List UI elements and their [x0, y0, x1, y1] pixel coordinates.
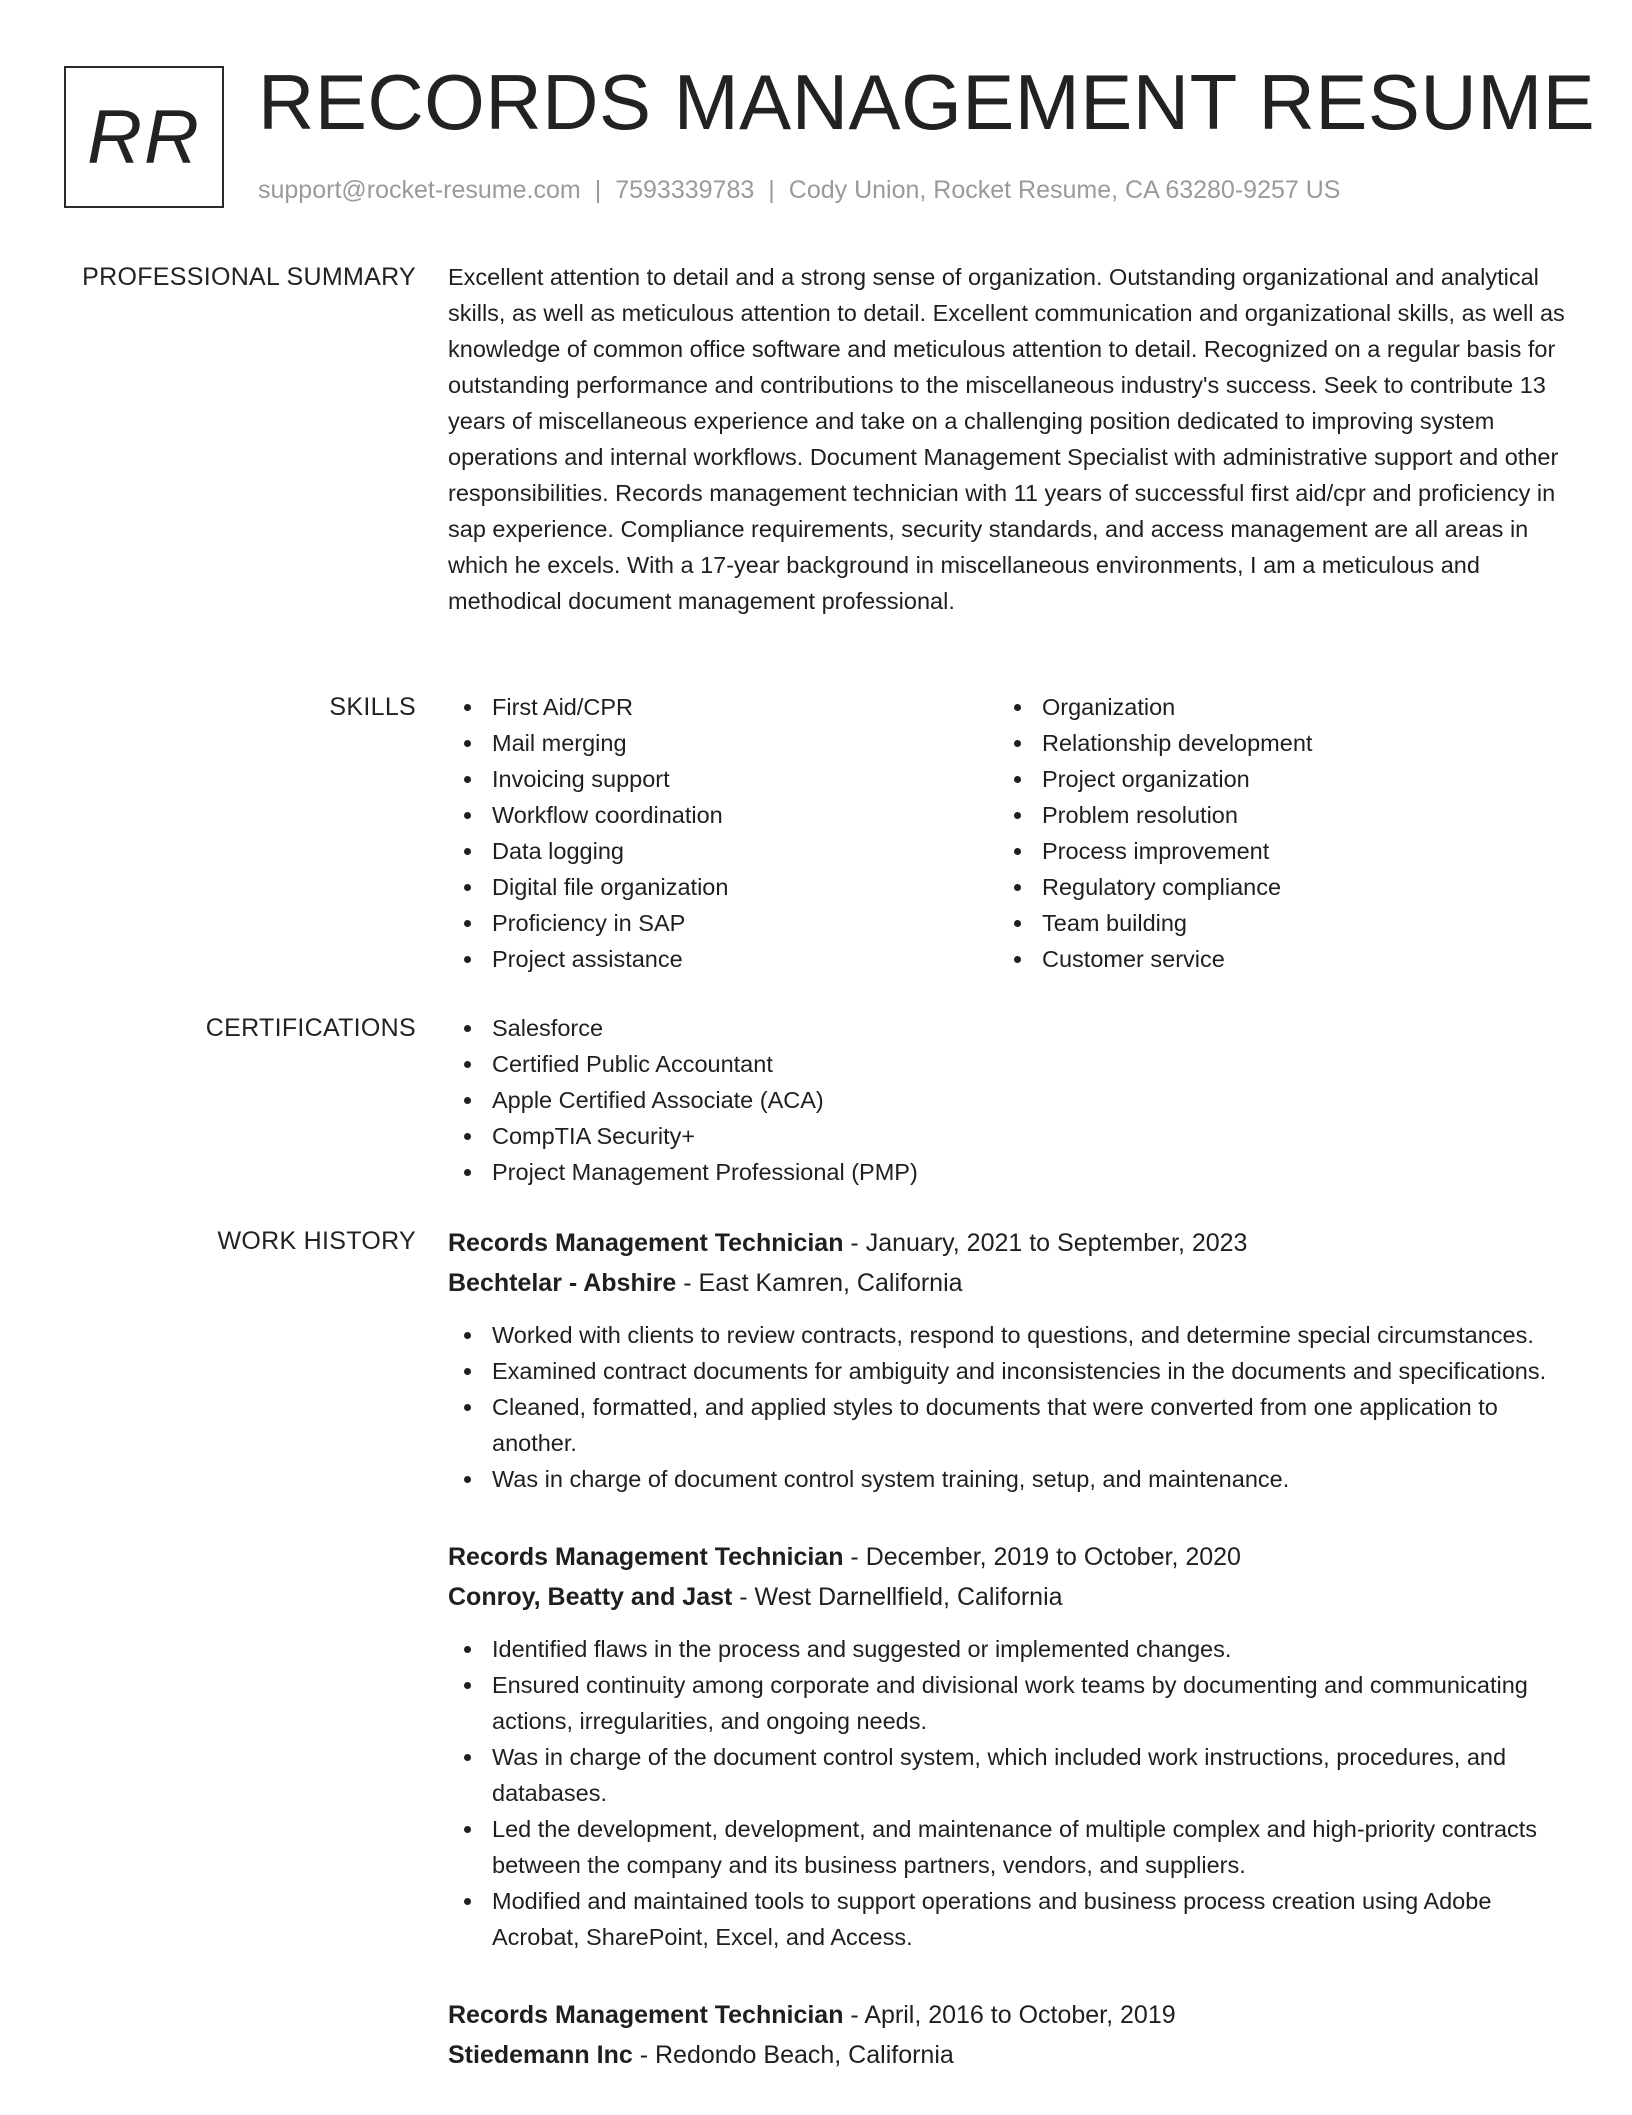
job-entry [448, 1223, 1570, 1497]
job-dates: - December, 2019 to October, 2020 [843, 1543, 1241, 1571]
certifications-body [448, 1010, 1570, 1190]
work-history-heading: WORK HISTORY [217, 1227, 416, 1255]
job-duty: Was in charge of the document control system, which included work instructions, procedures, and databases. [448, 1739, 1570, 1811]
job-duty: Led the development, development, and maintenance of multiple complex and high-priority contracts between the company and its business partners, vendors, and suppliers. [448, 1811, 1570, 1883]
skill-item: First Aid/CPR [448, 689, 998, 725]
job-duties-list [448, 1317, 1570, 1497]
contact-line [258, 174, 1340, 206]
job-duty: Was in charge of document control system training, setup, and maintenance. [448, 1461, 1570, 1497]
job-duty: Cleaned, formatted, and applied styles to documents that were converted from one application to another. [448, 1389, 1570, 1461]
skill-item: Relationship development [998, 725, 1548, 761]
job-title: Records Management Technician [448, 1543, 844, 1571]
summary-heading: PROFESSIONAL SUMMARY [82, 263, 416, 291]
skill-item: Customer service [998, 941, 1548, 977]
job-location: - West Darnellfield, California [732, 1583, 1063, 1611]
skill-item: Team building [998, 905, 1548, 941]
skills-list-left [448, 689, 998, 977]
monogram-logo: RR [64, 66, 224, 208]
contact-phone[interactable]: 7593339783 [615, 176, 755, 204]
contact-address: Cody Union, Rocket Resume, CA 63280-9257 US [788, 176, 1341, 204]
certification-item: Apple Certified Associate (ACA) [448, 1082, 1570, 1118]
certifications-list [448, 1010, 1570, 1190]
job-company: Conroy, Beatty and Jast [448, 1583, 733, 1611]
certification-item: CompTIA Security+ [448, 1118, 1570, 1154]
job-duty: Ensured continuity among corporate and divisional work teams by documenting and communicating actions, irregularities, and ongoing needs. [448, 1667, 1570, 1739]
job-entry [448, 1995, 1570, 2075]
job-title: Records Management Technician [448, 2001, 844, 2029]
skills-body [448, 689, 1570, 977]
job-title-line [448, 1537, 1570, 1577]
job-location: - Redondo Beach, California [632, 2041, 954, 2069]
skill-item: Project assistance [448, 941, 998, 977]
job-dates: - April, 2016 to October, 2019 [843, 2001, 1176, 2029]
skill-item: Organization [998, 689, 1548, 725]
certification-item: Project Management Professional (PMP) [448, 1154, 1570, 1190]
certifications-heading: CERTIFICATIONS [205, 1014, 416, 1042]
skill-item: Process improvement [998, 833, 1548, 869]
job-title-line [448, 1995, 1570, 2035]
job-company: Bechtelar - Abshire [448, 1269, 677, 1297]
skill-item: Proficiency in SAP [448, 905, 998, 941]
job-dates: - January, 2021 to September, 2023 [843, 1229, 1248, 1257]
certification-item: Certified Public Accountant [448, 1046, 1570, 1082]
job-location: - East Kamren, California [676, 1269, 963, 1297]
job-company: Stiedemann Inc [448, 2041, 633, 2069]
certification-item: Salesforce [448, 1010, 1570, 1046]
summary-text: Excellent attention to detail and a strong sense of organization. Outstanding organizational and analytical skills, as well as meticulous attention to detail. Excellent communication and organizational skills, as well as knowledge of common office software and meticulous attention to detail. Recognized on a regular basis for outstanding performance and contributions to the miscellaneous industry's success. Seek to contribute 13 years of miscellaneous experience and take on a challenging position dedicated to improving system operations and internal workflows. Document Management Specialist with administrative support and other responsibilities. Records management technician with 11 years of successful first aid/cpr and proficiency in sap experience. Compliance requirements, security standards, and access management are all areas in which he excels. With a 17-year background in miscellaneous environments, I am a meticulous and methodical document management professional. [448, 264, 1565, 614]
skill-item: Invoicing support [448, 761, 998, 797]
skills-list-right [998, 689, 1548, 977]
work-history-body [448, 1223, 1570, 2115]
job-title: Records Management Technician [448, 1229, 844, 1257]
job-company-line [448, 2035, 1570, 2075]
skill-item: Data logging [448, 833, 998, 869]
job-duty: Examined contract documents for ambiguity and inconsistencies in the documents and specifications. [448, 1353, 1570, 1389]
skill-item: Project organization [998, 761, 1548, 797]
job-duty: Worked with clients to review contracts, respond to questions, and determine special circumstances. [448, 1317, 1570, 1353]
job-duty: Modified and maintained tools to support operations and business process creation using Adobe Acrobat, SharePoint, Excel, and Access. [448, 1883, 1570, 1955]
skill-item: Workflow coordination [448, 797, 998, 833]
job-duty: Identified flaws in the process and suggested or implemented changes. [448, 1631, 1570, 1667]
skill-item: Digital file organization [448, 869, 998, 905]
job-company-line [448, 1263, 1570, 1303]
job-title-line [448, 1223, 1570, 1263]
contact-separator: | [594, 176, 602, 204]
contact-email[interactable]: support@rocket-resume.com [258, 176, 581, 204]
job-duties-list [448, 1631, 1570, 1955]
skills-heading: SKILLS [329, 693, 416, 721]
resume-title: RECORDS MANAGEMENT RESUME [258, 58, 1596, 146]
skill-item: Mail merging [448, 725, 998, 761]
job-company-line [448, 1577, 1570, 1617]
skill-item: Regulatory compliance [998, 869, 1548, 905]
skill-item: Problem resolution [998, 797, 1548, 833]
job-entry [448, 1537, 1570, 1955]
summary-body [448, 259, 1570, 619]
contact-separator: | [768, 176, 775, 204]
